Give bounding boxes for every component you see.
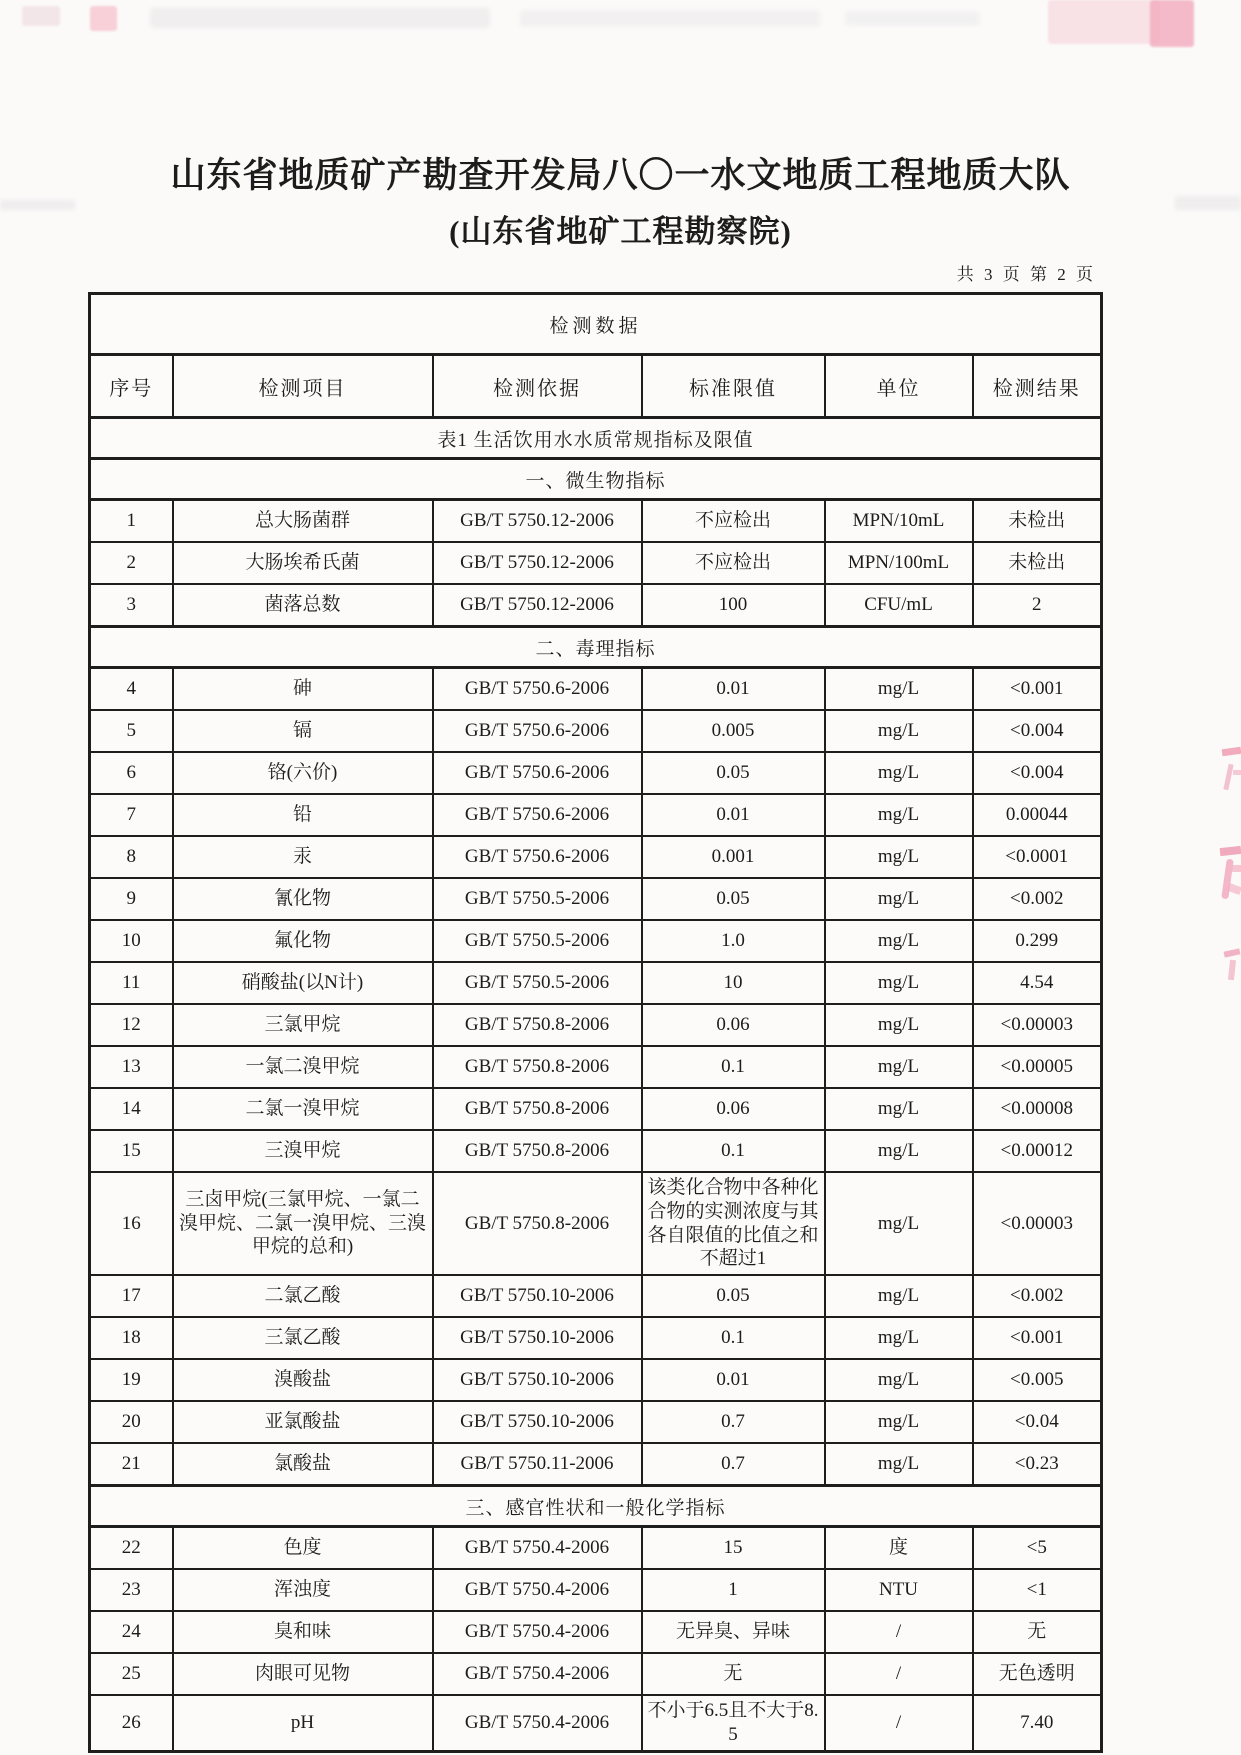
document-subtitle: (山东省地矿工程勘察院) [449,214,792,249]
cell-no: 5 [90,710,173,752]
cell-item: 三溴甲烷 [173,1130,433,1172]
cell-limit: 0.1 [642,1317,825,1359]
cell-result: <0.00003 [973,1172,1102,1275]
cell-method: GB/T 5750.8-2006 [433,1046,642,1088]
cell-method: GB/T 5750.5-2006 [433,878,642,920]
table-row [90,1443,1102,1486]
cell-method: GB/T 5750.4-2006 [433,1653,642,1695]
table-row [90,1172,1102,1275]
cell-limit: 0.7 [642,1443,825,1486]
cell-no: 19 [90,1359,173,1401]
cell-method: GB/T 5750.10-2006 [433,1275,642,1317]
cell-limit: 1.0 [642,920,825,962]
cell-result: <0.004 [973,752,1102,794]
cell-unit: mg/L [825,962,973,1004]
cell-unit: mg/L [825,1130,973,1172]
cell-method: GB/T 5750.5-2006 [433,962,642,1004]
table-row [90,794,1102,836]
stamp-bleed-artifact [1048,0,1160,44]
stamp-bleed-fragment [1222,742,1241,794]
cell-unit: / [825,1653,973,1695]
cell-no: 23 [90,1569,173,1611]
cell-method: GB/T 5750.12-2006 [433,542,642,584]
cell-result: <0.00008 [973,1088,1102,1130]
cell-result: <0.004 [973,710,1102,752]
cell-result: <0.0001 [973,836,1102,878]
cell-method: GB/T 5750.12-2006 [433,584,642,627]
table-row [90,1275,1102,1317]
cell-limit: 无 [642,1653,825,1695]
cell-limit: 0.7 [642,1401,825,1443]
column-header-0: 序号 [90,355,173,418]
cell-item: 镉 [173,710,433,752]
cell-method: GB/T 5750.12-2006 [433,500,642,543]
cell-unit: mg/L [825,794,973,836]
cell-result: 未检出 [973,500,1102,543]
cell-item: 氟化物 [173,920,433,962]
cell-item: 浑浊度 [173,1569,433,1611]
cell-item: 三氯甲烷 [173,1004,433,1046]
cell-item: 三氯乙酸 [173,1317,433,1359]
cell-unit: / [825,1611,973,1653]
cell-unit: mg/L [825,878,973,920]
cell-no: 2 [90,542,173,584]
cell-item: pH [173,1695,433,1751]
scan-smudge [520,10,820,27]
cell-no: 13 [90,1046,173,1088]
cell-result: <0.23 [973,1443,1102,1486]
cell-no: 26 [90,1695,173,1751]
table-row [90,668,1102,711]
cell-method: GB/T 5750.6-2006 [433,836,642,878]
table-row [90,1004,1102,1046]
cell-result: <0.005 [973,1359,1102,1401]
table-row [90,500,1102,543]
cell-unit: mg/L [825,836,973,878]
cell-unit: NTU [825,1569,973,1611]
section-header: 表1 生活饮用水水质常规指标及限值 [90,418,1102,459]
cell-limit: 0.06 [642,1004,825,1046]
cell-method: GB/T 5750.10-2006 [433,1359,642,1401]
cell-no: 22 [90,1527,173,1570]
column-header-5: 检测结果 [973,355,1102,418]
cell-method: GB/T 5750.8-2006 [433,1130,642,1172]
cell-method: GB/T 5750.6-2006 [433,794,642,836]
cell-limit: 0.01 [642,1359,825,1401]
table-row [90,710,1102,752]
cell-no: 18 [90,1317,173,1359]
cell-item: 硝酸盐(以N计) [173,962,433,1004]
cell-limit: 0.06 [642,1088,825,1130]
cell-limit: 0.05 [642,878,825,920]
section-header-row [90,459,1102,500]
cell-limit: 该类化合物中各种化合物的实测浓度与其各自限值的比值之和不超过1 [642,1172,825,1275]
cell-item: 二氯一溴甲烷 [173,1088,433,1130]
section-header: 二、毒理指标 [90,627,1102,668]
cell-unit: mg/L [825,752,973,794]
cell-result: <1 [973,1569,1102,1611]
cell-item: 二氯乙酸 [173,1275,433,1317]
cell-method: GB/T 5750.4-2006 [433,1695,642,1751]
table-row [90,1611,1102,1653]
cell-unit: mg/L [825,1172,973,1275]
cell-item: 汞 [173,836,433,878]
cell-item: 溴酸盐 [173,1359,433,1401]
table-row [90,584,1102,627]
table-title-row [90,294,1102,355]
table-row [90,1695,1102,1751]
cell-method: GB/T 5750.4-2006 [433,1569,642,1611]
cell-item: 大肠埃希氏菌 [173,542,433,584]
cell-no: 9 [90,878,173,920]
cell-limit: 0.01 [642,794,825,836]
cell-no: 8 [90,836,173,878]
cell-item: 色度 [173,1527,433,1570]
cell-unit: CFU/mL [825,584,973,627]
cell-item: 肉眼可见物 [173,1653,433,1695]
table-row [90,836,1102,878]
cell-unit: mg/L [825,1088,973,1130]
table-row [90,1130,1102,1172]
cell-no: 14 [90,1088,173,1130]
cell-result: <0.001 [973,1317,1102,1359]
cell-method: GB/T 5750.6-2006 [433,668,642,711]
cell-limit: 0.01 [642,668,825,711]
table-body [90,418,1102,1752]
cell-no: 4 [90,668,173,711]
cell-no: 10 [90,920,173,962]
cell-no: 25 [90,1653,173,1695]
cell-unit: mg/L [825,1046,973,1088]
cell-no: 21 [90,1443,173,1486]
column-header-2: 检测依据 [433,355,642,418]
cell-result: <0.00005 [973,1046,1102,1088]
cell-method: GB/T 5750.8-2006 [433,1172,642,1275]
cell-no: 11 [90,962,173,1004]
cell-method: GB/T 5750.4-2006 [433,1611,642,1653]
table-row [90,1359,1102,1401]
cell-unit: mg/L [825,1317,973,1359]
cell-limit: 不应检出 [642,500,825,543]
section-header-row [90,418,1102,459]
cell-item: 菌落总数 [173,584,433,627]
cell-unit: MPN/100mL [825,542,973,584]
table-row [90,1317,1102,1359]
stamp-bleed-artifact [90,6,117,31]
cell-result: 7.40 [973,1695,1102,1751]
scan-smudge [22,6,60,26]
cell-item: 三卤甲烷(三氯甲烷、一氯二溴甲烷、二氯一溴甲烷、三溴甲烷的总和) [173,1172,433,1275]
section-header: 三、感官性状和一般化学指标 [90,1486,1102,1527]
table-row [90,920,1102,962]
cell-unit: mg/L [825,1359,973,1401]
table-row [90,878,1102,920]
cell-item: 铬(六价) [173,752,433,794]
cell-item: 氰化物 [173,878,433,920]
cell-method: GB/T 5750.11-2006 [433,1443,642,1486]
cell-limit: 0.1 [642,1046,825,1088]
cell-result: <0.00012 [973,1130,1102,1172]
cell-no: 15 [90,1130,173,1172]
cell-result: 无色透明 [973,1653,1102,1695]
scan-smudge [150,8,490,28]
table-row [90,962,1102,1004]
cell-item: 亚氯酸盐 [173,1401,433,1443]
cell-result: 4.54 [973,962,1102,1004]
cell-item: 氯酸盐 [173,1443,433,1486]
cell-method: GB/T 5750.8-2006 [433,1004,642,1046]
cell-no: 20 [90,1401,173,1443]
table-row [90,1088,1102,1130]
cell-result: 未检出 [973,542,1102,584]
cell-no: 17 [90,1275,173,1317]
stamp-bleed-fragment [1224,948,1241,982]
cell-method: GB/T 5750.4-2006 [433,1527,642,1570]
cell-limit: 1 [642,1569,825,1611]
cell-limit: 100 [642,584,825,627]
cell-method: GB/T 5750.10-2006 [433,1317,642,1359]
column-header-1: 检测项目 [173,355,433,418]
stamp-bleed-artifact [1150,0,1194,47]
cell-no: 12 [90,1004,173,1046]
cell-unit: mg/L [825,668,973,711]
cell-no: 1 [90,500,173,543]
cell-limit: 0.001 [642,836,825,878]
cell-limit: 0.05 [642,1275,825,1317]
cell-method: GB/T 5750.5-2006 [433,920,642,962]
cell-unit: MPN/10mL [825,500,973,543]
cell-no: 6 [90,752,173,794]
section-header-row [90,627,1102,668]
cell-no: 7 [90,794,173,836]
cell-unit: / [825,1695,973,1751]
test-data-table [88,292,1103,1753]
cell-limit: 0.05 [642,752,825,794]
page-count-indicator: 共 3 页 第 2 页 [956,265,1096,284]
cell-unit: mg/L [825,920,973,962]
cell-result: <5 [973,1527,1102,1570]
cell-result: <0.001 [973,668,1102,711]
cell-limit: 不小于6.5且不大于8.5 [642,1695,825,1751]
cell-limit: 10 [642,962,825,1004]
cell-unit: mg/L [825,1004,973,1046]
cell-method: GB/T 5750.6-2006 [433,752,642,794]
table-row [90,1527,1102,1570]
table-row [90,1653,1102,1695]
cell-unit: mg/L [825,710,973,752]
cell-item: 一氯二溴甲烷 [173,1046,433,1088]
cell-item: 砷 [173,668,433,711]
cell-limit: 不应检出 [642,542,825,584]
cell-result: <0.002 [973,1275,1102,1317]
column-header-row [90,355,1102,418]
scan-smudge [845,11,980,26]
table-title: 检测数据 [90,294,1102,355]
cell-unit: mg/L [825,1443,973,1486]
cell-item: 铅 [173,794,433,836]
stamp-bleed-fragment [1218,845,1241,907]
cell-method: GB/T 5750.8-2006 [433,1088,642,1130]
cell-method: GB/T 5750.6-2006 [433,710,642,752]
cell-limit: 0.1 [642,1130,825,1172]
table-row [90,1569,1102,1611]
cell-limit: 0.005 [642,710,825,752]
column-header-3: 标准限值 [642,355,825,418]
cell-no: 3 [90,584,173,627]
cell-limit: 15 [642,1527,825,1570]
cell-result: 2 [973,584,1102,627]
section-header: 一、微生物指标 [90,459,1102,500]
cell-limit: 无异臭、异味 [642,1611,825,1653]
cell-result: 0.299 [973,920,1102,962]
cell-unit: mg/L [825,1275,973,1317]
cell-result: 0.00044 [973,794,1102,836]
cell-result: <0.04 [973,1401,1102,1443]
cell-unit: mg/L [825,1401,973,1443]
column-header-4: 单位 [825,355,973,418]
cell-result: <0.00003 [973,1004,1102,1046]
cell-method: GB/T 5750.10-2006 [433,1401,642,1443]
table-row [90,1046,1102,1088]
table-row [90,1401,1102,1443]
section-header-row [90,1486,1102,1527]
document-title: 山东省地质矿产勘查开发局八〇一水文地质工程地质大队 [170,156,1071,195]
cell-unit: 度 [825,1527,973,1570]
cell-result: 无 [973,1611,1102,1653]
table-row [90,542,1102,584]
table-row [90,752,1102,794]
cell-no: 16 [90,1172,173,1275]
cell-no: 24 [90,1611,173,1653]
cell-item: 臭和味 [173,1611,433,1653]
cell-result: <0.002 [973,878,1102,920]
cell-item: 总大肠菌群 [173,500,433,543]
